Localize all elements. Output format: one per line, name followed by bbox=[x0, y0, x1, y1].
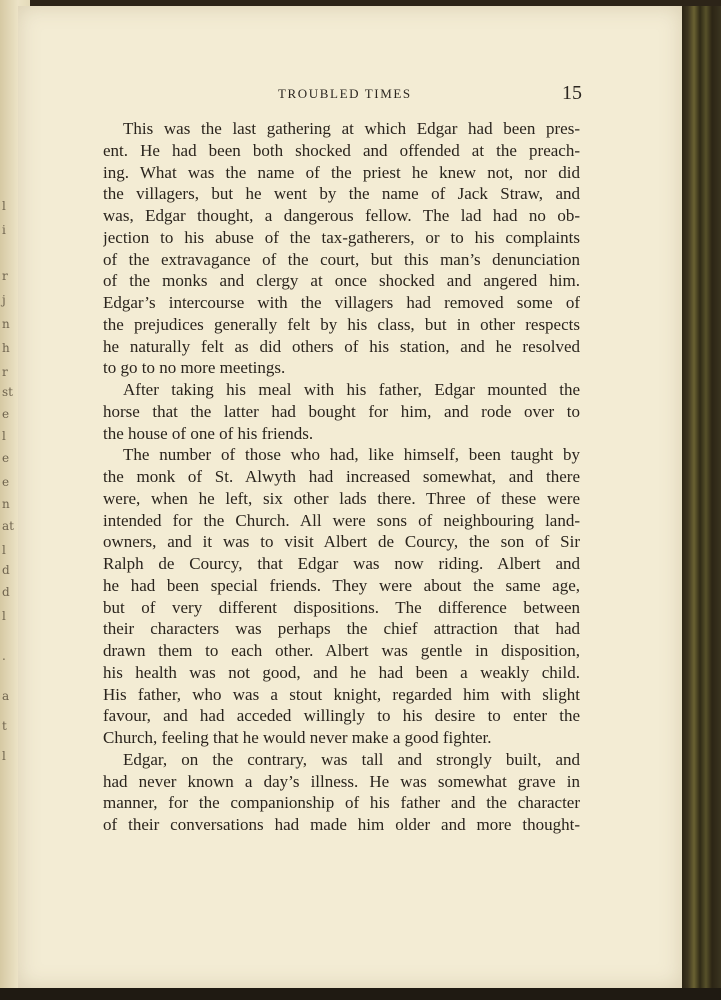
text-line: the villagers, but he went by the name of Jack Straw, and bbox=[103, 184, 580, 204]
text-line: intended for the Church. All were sons of neighbouring land- bbox=[103, 510, 580, 530]
text-line: favour, and had acceded willingly to his desire to enter the bbox=[103, 706, 580, 726]
text-line: Ralph de Courcy, that Edgar was now riding. Albert and bbox=[103, 554, 580, 573]
text-line: This was the last gathering at which Edgar had been pres- bbox=[123, 119, 580, 138]
text-line: was, Edgar thought, a dangerous fellow. The lad had no ob- bbox=[103, 206, 580, 225]
text-line: he had been special friends. They were about the same age, bbox=[103, 575, 580, 595]
text-line: manner, for the companionship of his father and the character bbox=[103, 793, 580, 813]
facing-page-marks bbox=[2, 160, 14, 763]
text-line: the house of one of his friends. bbox=[103, 423, 314, 443]
facing-mark: e bbox=[2, 451, 10, 465]
facing-mark: e bbox=[2, 475, 10, 489]
facing-mark: h bbox=[2, 341, 10, 355]
text-line: ing. What was the name of the priest he knew not, nor did bbox=[103, 162, 580, 182]
text-line: his health was not good, and he had been a weakly child. bbox=[103, 662, 580, 682]
text-line: owners, and it was to visit Albert de Courcy, the son of Sir bbox=[103, 532, 580, 552]
text-line: Edgar’s intercourse with the villagers had removed some of bbox=[103, 293, 580, 312]
text-line: were, when he left, six other lads there. Three of these were bbox=[103, 488, 580, 508]
text-line: the monk of St. Alwyth had increased somewhat, and there bbox=[103, 467, 580, 486]
page-stack-edge bbox=[682, 6, 721, 988]
text-line: but of very different dispositions. The difference between bbox=[103, 597, 580, 617]
text-line: drawn them to each other. Albert was gentle in disposition, bbox=[103, 641, 580, 660]
facing-mark: j bbox=[2, 293, 6, 307]
facing-mark: st bbox=[2, 385, 13, 399]
text-line: he naturally felt as did others of his station, and he resolved bbox=[103, 336, 580, 356]
text-line: had never known a day’s illness. He was somewhat grave in bbox=[103, 771, 580, 791]
facing-mark: l bbox=[2, 609, 6, 623]
facing-mark: t bbox=[2, 719, 7, 733]
text-line: Edgar, on the contrary, was tall and strongly built, and bbox=[123, 749, 580, 769]
page-bottom-edge bbox=[0, 988, 721, 1000]
facing-mark: . bbox=[2, 649, 6, 663]
facing-mark: l bbox=[2, 543, 6, 557]
text-line: of the extravagance of the court, but this man’s denunciation bbox=[103, 249, 580, 269]
facing-mark: n bbox=[2, 497, 10, 511]
text-line: His father, who was a stout knight, regarded him with slight bbox=[103, 684, 580, 704]
text-line: Church, feeling that he would never make a good fighter. bbox=[103, 728, 492, 747]
facing-mark: a bbox=[2, 689, 10, 703]
facing-mark: n bbox=[2, 317, 10, 331]
text-line: to go to no more meetings. bbox=[103, 358, 286, 378]
page-number: 15 bbox=[562, 82, 582, 104]
facing-mark: i bbox=[2, 223, 6, 237]
text-line: After taking his meal with his father, Edgar mounted the bbox=[123, 380, 580, 399]
facing-mark: d bbox=[2, 563, 10, 577]
facing-mark: l bbox=[2, 749, 6, 763]
body-text bbox=[103, 118, 580, 836]
text-line: horse that the latter had bought for him, and rode over to bbox=[103, 401, 580, 421]
facing-mark: l bbox=[2, 199, 6, 213]
text-line: the prejudices generally felt by his class, but in other respects bbox=[103, 314, 580, 334]
facing-mark: r bbox=[2, 269, 8, 283]
facing-mark: r bbox=[2, 365, 8, 379]
page-header bbox=[82, 82, 582, 108]
text-line: ent. He had been both shocked and offended at the preach- bbox=[103, 140, 580, 160]
text-line: their characters was perhaps the chief attraction that had bbox=[103, 619, 580, 639]
running-head: TROUBLED TIMES bbox=[278, 86, 412, 101]
facing-mark: d bbox=[2, 585, 10, 599]
text-line: of the monks and clergy at once shocked and angered him. bbox=[103, 271, 580, 291]
text-line: The number of those who had, like himself, been taught by bbox=[123, 445, 580, 465]
facing-mark: at bbox=[2, 519, 14, 533]
facing-mark: l bbox=[2, 429, 6, 443]
facing-mark: e bbox=[2, 407, 10, 421]
text-line: jection to his abuse of the tax-gatherers, or to his complaints bbox=[103, 227, 580, 247]
text-line: of their conversations had made him older and more thought- bbox=[103, 815, 580, 834]
